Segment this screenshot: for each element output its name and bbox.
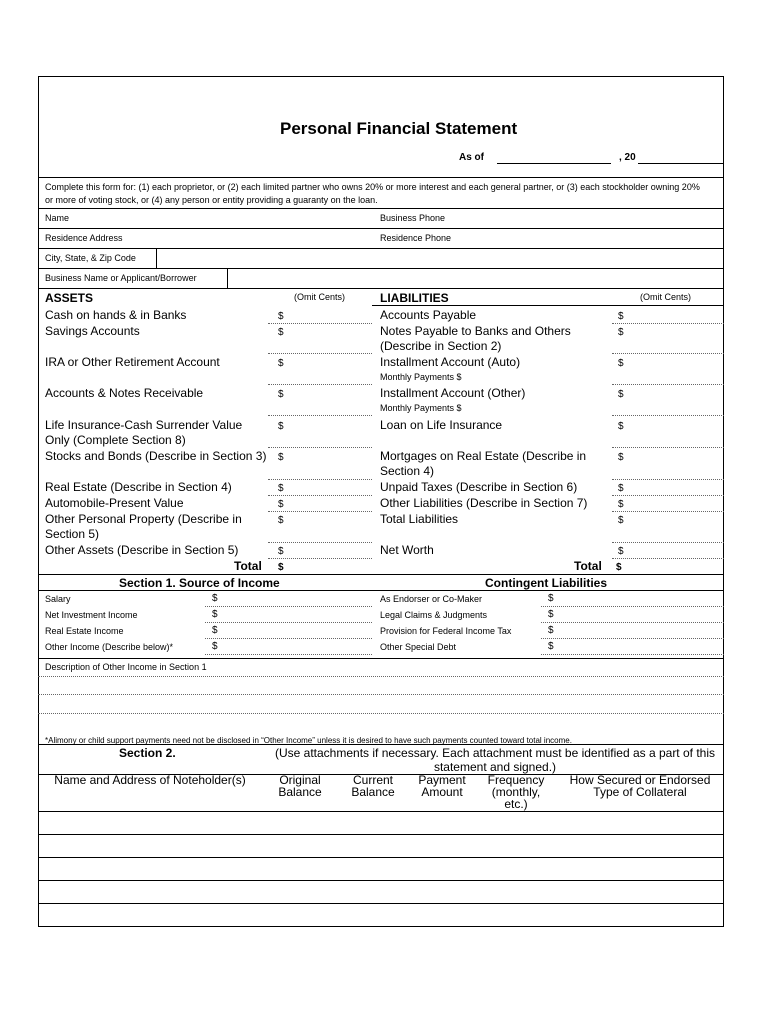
other-income-desc-label: Description of Other Income in Section 1	[45, 662, 207, 672]
currency-sign: $	[278, 515, 284, 526]
liability-label: Installment Account (Auto)	[380, 355, 521, 369]
currency-sign: $	[278, 546, 284, 557]
contingent-label: Provision for Federal Income Tax	[380, 626, 512, 636]
currency-sign: $	[618, 546, 624, 557]
currency-sign: $	[618, 515, 624, 526]
currency-sign: $	[278, 452, 284, 463]
contingent-amount-field[interactable]	[541, 622, 724, 623]
col-header-current-balance: Current Balance	[351, 773, 395, 799]
asset-amount-field[interactable]	[268, 323, 372, 324]
currency-sign: $	[278, 389, 284, 400]
currency-sign: $	[618, 421, 624, 432]
liability-label: Notes Payable to Banks and Others (Describe in Section 2)	[380, 324, 571, 353]
currency-sign: $	[618, 499, 624, 510]
business-phone-field[interactable]: Business Phone	[380, 213, 446, 223]
section2-note: (Use attachments if necessary. Each attachment must be identified as a part of this statement and signed.)	[275, 746, 715, 774]
residence-address-field[interactable]: Residence Address	[45, 233, 123, 243]
contingent-title: Contingent Liabilities	[485, 576, 607, 590]
page-title: Personal Financial Statement	[280, 119, 518, 138]
table-row-line	[38, 811, 724, 812]
income-amount-field[interactable]	[205, 622, 372, 623]
contingent-amount-field[interactable]	[541, 638, 724, 639]
asset-label: Cash on hands & in Banks	[45, 308, 187, 322]
divider	[38, 208, 724, 209]
divider	[38, 177, 724, 178]
liabilities-omit-cents: (Omit Cents)	[640, 292, 692, 302]
currency-sign: $	[618, 311, 624, 322]
assets-omit-cents: (Omit Cents)	[294, 292, 346, 302]
section1-title: Section 1. Source of Income	[119, 576, 280, 590]
col-header-noteholder: Name and Address of Noteholder(s)	[54, 773, 246, 787]
divider	[38, 574, 724, 575]
currency-sign: $	[618, 483, 624, 494]
alimony-note: *Alimony or child support payments need not be disclosed in “Other Income” unless it is desired to have such payments counted toward total income.	[45, 736, 572, 745]
liability-amount-field[interactable]	[612, 542, 724, 543]
divider	[372, 305, 724, 306]
currency-sign: $	[618, 327, 624, 338]
currency-sign: $	[618, 358, 624, 369]
contingent-label: Other Special Debt	[380, 642, 457, 652]
currency-sign: $	[618, 389, 624, 400]
name-field[interactable]: Name	[45, 213, 70, 223]
income-label: Net Investment Income	[45, 610, 138, 620]
currency-sign: $	[548, 625, 554, 636]
currency-sign: $	[278, 327, 284, 338]
contingent-label: Legal Claims & Judgments	[380, 610, 488, 620]
asset-amount-field[interactable]	[268, 447, 372, 448]
other-income-desc-line[interactable]	[38, 694, 724, 695]
as-of-year-field[interactable]	[638, 163, 724, 164]
liability-label: Loan on Life Insurance	[380, 418, 503, 432]
liability-amount-field[interactable]	[612, 353, 724, 354]
currency-sign: $	[548, 609, 554, 620]
divider	[38, 744, 724, 745]
currency-sign: $	[278, 483, 284, 494]
asset-amount-field[interactable]	[268, 353, 372, 354]
income-amount-field[interactable]	[205, 606, 372, 607]
divider	[38, 248, 724, 249]
other-income-desc-line[interactable]	[38, 676, 724, 677]
liability-amount-field[interactable]	[612, 323, 724, 324]
monthly-payments-label: Monthly Payments $	[380, 403, 462, 413]
currency-sign: $	[548, 641, 554, 652]
asset-amount-field[interactable]	[268, 511, 372, 512]
asset-amount-field[interactable]	[268, 415, 372, 416]
divider	[38, 288, 724, 289]
as-of-label: As of	[459, 152, 484, 163]
liability-label: Installment Account (Other)	[380, 386, 526, 400]
asset-amount-field[interactable]	[268, 384, 372, 385]
asset-label: IRA or Other Retirement Account	[45, 355, 220, 369]
divider	[156, 248, 157, 268]
table-row-line	[38, 834, 724, 835]
asset-amount-field[interactable]	[268, 495, 372, 496]
currency-sign: $	[212, 593, 218, 604]
asset-amount-field[interactable]	[268, 558, 372, 559]
currency-sign: $	[278, 562, 284, 573]
liability-label: Net Worth	[380, 543, 434, 557]
col-header-original-balance: Original Balance	[278, 773, 322, 799]
currency-sign: $	[548, 593, 554, 604]
divider	[38, 590, 724, 591]
table-row-line	[38, 857, 724, 858]
table-row-line	[38, 880, 724, 881]
liability-amount-field[interactable]	[612, 495, 724, 496]
income-label: Real Estate Income	[45, 626, 124, 636]
liability-amount-field[interactable]	[612, 479, 724, 480]
asset-label: Real Estate (Describe in Section 4)	[45, 480, 232, 494]
divider	[38, 658, 724, 659]
asset-amount-field[interactable]	[268, 542, 372, 543]
currency-sign: $	[212, 625, 218, 636]
currency-sign: $	[278, 421, 284, 432]
liability-amount-field[interactable]	[612, 384, 724, 385]
liability-label: Unpaid Taxes (Describe in Section 6)	[380, 480, 578, 494]
assets-total-label: Total	[234, 559, 262, 573]
income-amount-field[interactable]	[205, 654, 372, 655]
liabilities-header: LIABILITIES	[380, 291, 449, 305]
asset-label: Other Personal Property (Describe in Section 5)	[45, 512, 242, 541]
liability-label: Other Liabilities (Describe in Section 7)	[380, 496, 588, 510]
contingent-amount-field[interactable]	[541, 606, 724, 607]
contingent-label: As Endorser or Co-Maker	[380, 594, 483, 604]
section2-title: Section 2.	[119, 746, 176, 760]
assets-header: ASSETS	[45, 291, 94, 305]
income-amount-field[interactable]	[205, 638, 372, 639]
divider	[38, 228, 724, 229]
asset-label: Other Assets (Describe in Section 5)	[45, 543, 239, 557]
as-of-year-label: , 20	[619, 152, 636, 163]
currency-sign: $	[618, 452, 624, 463]
currency-sign: $	[278, 311, 284, 322]
col-header-collateral: How Secured or Endorsed Type of Collateral	[569, 773, 711, 799]
liability-amount-field[interactable]	[612, 511, 724, 512]
liability-amount-field[interactable]	[612, 558, 724, 559]
liability-label: Accounts Payable	[380, 308, 477, 322]
city-state-zip-field[interactable]: City, State, & Zip Code	[45, 253, 136, 263]
asset-label: Life Insurance-Cash Surrender Value Only (Complete Section 8)	[45, 418, 243, 447]
business-name-field[interactable]: Business Name or Applicant/Borrower	[45, 273, 197, 283]
col-header-payment-amount: Payment Amount	[418, 773, 466, 799]
table-row-line	[38, 903, 724, 904]
asset-label: Stocks and Bonds (Describe in Section 3)	[45, 449, 267, 463]
residence-phone-field[interactable]: Residence Phone	[380, 233, 452, 243]
asset-label: Accounts & Notes Receivable	[45, 386, 204, 400]
as-of-date-field[interactable]	[497, 163, 611, 164]
liabilities-total-label: Total	[574, 559, 602, 573]
asset-amount-field[interactable]	[268, 479, 372, 480]
liability-label: Total Liabilities	[380, 512, 459, 526]
currency-sign: $	[616, 562, 622, 573]
divider	[38, 268, 724, 269]
other-income-desc-line[interactable]	[38, 713, 724, 714]
divider	[227, 268, 228, 288]
contingent-amount-field[interactable]	[541, 654, 724, 655]
col-header-frequency: Frequency (monthly, etc.)	[487, 773, 545, 811]
asset-label: Automobile-Present Value	[45, 496, 184, 510]
income-label: Salary	[45, 594, 71, 604]
currency-sign: $	[212, 641, 218, 652]
currency-sign: $	[278, 358, 284, 369]
liability-amount-field[interactable]	[612, 415, 724, 416]
instructions-text: Complete this form for: (1) each proprietor, or (2) each limited partner who owns 20% or more interest and each general partner, or (3) each stockholder owning 20% or more of voting stock, or (4) any person or entity providing a guaranty on the loan.	[45, 182, 700, 205]
currency-sign: $	[278, 499, 284, 510]
liability-amount-field[interactable]	[612, 447, 724, 448]
currency-sign: $	[212, 609, 218, 620]
monthly-payments-label: Monthly Payments $	[380, 372, 462, 382]
income-label: Other Income (Describe below)*	[45, 642, 174, 652]
asset-label: Savings Accounts	[45, 324, 140, 338]
liability-label: Mortgages on Real Estate (Describe in Section 4)	[380, 449, 587, 478]
